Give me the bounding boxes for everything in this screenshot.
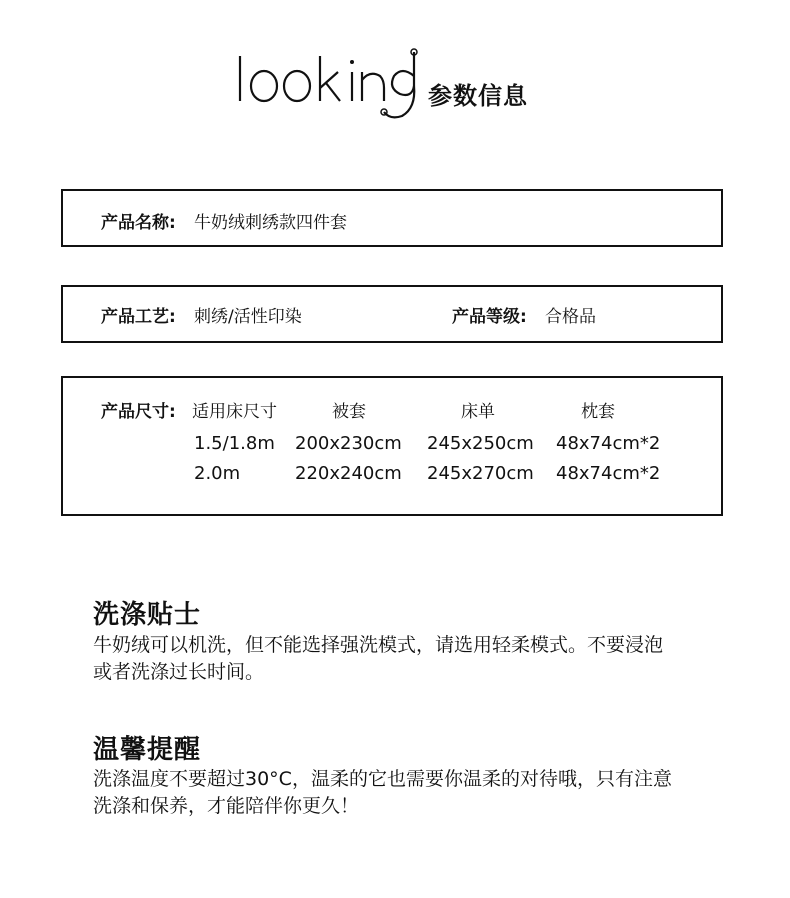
- product-name-box: [61, 189, 723, 247]
- wash-tips-body: [93, 632, 713, 686]
- product-name-value: 牛奶绒刺绣款四件套: [194, 213, 347, 233]
- size-label: 产品尺寸:: [101, 402, 176, 422]
- size-cell: 245x250cm: [427, 433, 534, 454]
- size-cell: 245x270cm: [427, 463, 534, 484]
- size-cell: 1.5/1.8m: [194, 433, 275, 454]
- size-cell: 220x240cm: [295, 463, 402, 484]
- page-title: 参数信息: [428, 82, 528, 110]
- wash-tips-title: 洗涤贴士: [93, 600, 202, 630]
- size-header-pillow: 枕套: [581, 402, 615, 422]
- wash-tips-line: 牛奶绒可以机洗，但不能选择强洗模式，请选用轻柔模式。不要浸泡: [93, 634, 664, 656]
- size-cell: 200x230cm: [295, 433, 402, 454]
- size-box: [61, 376, 723, 516]
- process-value: 刺绣/活性印染: [194, 307, 302, 327]
- reminder-line: 洗涤和保养，才能陪伴你更久！: [93, 795, 360, 817]
- reminder-title: 温馨提醒: [93, 735, 202, 765]
- reminder-body: [93, 766, 713, 820]
- process-box: [61, 285, 723, 343]
- size-cell: 48x74cm*2: [556, 433, 661, 454]
- size-cell: 48x74cm*2: [556, 463, 661, 484]
- brand-logo: [234, 46, 424, 126]
- product-name-label: 产品名称:: [101, 213, 176, 233]
- wash-tips-line: 或者洗涤过长时间。: [93, 661, 265, 683]
- size-header-bed: 适用床尺寸: [192, 402, 277, 422]
- reminder-line: 洗涤温度不要超过30°C，温柔的它也需要你温柔的对待哦，只有注意: [93, 768, 672, 790]
- size-cell: 2.0m: [194, 463, 241, 484]
- process-label: 产品工艺:: [101, 307, 176, 327]
- size-header-sheet: 床单: [461, 402, 495, 422]
- grade-value: 合格品: [545, 307, 596, 327]
- grade-label: 产品等级:: [452, 307, 527, 327]
- size-header-duvet: 被套: [332, 402, 366, 422]
- header: [234, 46, 554, 126]
